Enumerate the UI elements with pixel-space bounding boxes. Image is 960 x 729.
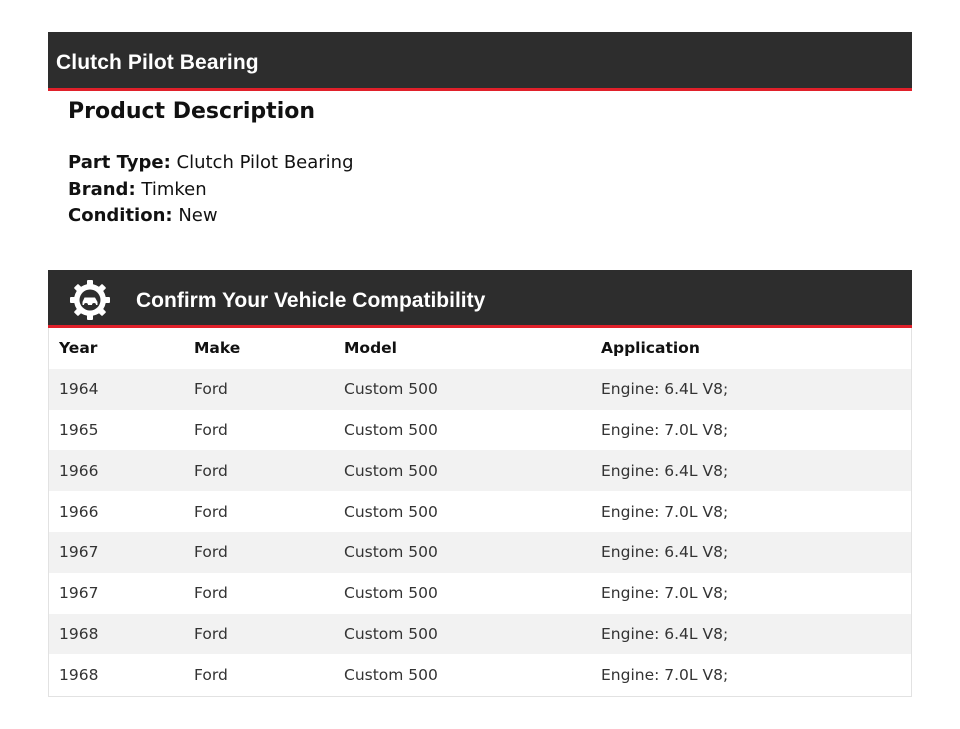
cell-year: 1964	[59, 380, 99, 399]
cell-application: Engine: 7.0L V8;	[601, 502, 729, 521]
cell-application: Engine: 6.4L V8;	[601, 624, 729, 643]
cell-application: Engine: 7.0L V8;	[601, 420, 729, 439]
cell-application: Engine: 6.4L V8;	[601, 461, 729, 480]
compatibility-title: Confirm Your Vehicle Compatibility	[136, 289, 486, 312]
column-model: Model	[344, 339, 397, 358]
spec-label: Condition:	[68, 205, 173, 226]
cell-application: Engine: 6.4L V8;	[601, 380, 729, 399]
table-row	[49, 654, 911, 695]
cell-model: Custom 500	[344, 461, 438, 480]
cell-year: 1966	[59, 461, 99, 480]
column-make: Make	[194, 339, 241, 358]
spec-value: Timken	[141, 178, 207, 200]
spec-value: Clutch Pilot Bearing	[176, 152, 354, 173]
product-title: Clutch Pilot Bearing	[56, 51, 259, 74]
cell-model: Custom 500	[344, 665, 438, 684]
cell-make: Ford	[194, 502, 228, 521]
cell-model: Custom 500	[344, 380, 438, 399]
column-year: Year	[59, 339, 98, 358]
table-row	[49, 532, 911, 573]
cell-year: 1967	[59, 543, 99, 562]
cell-year: 1968	[59, 665, 99, 684]
gear-car-icon	[68, 278, 112, 322]
description-heading: Product Description	[68, 99, 316, 124]
compatibility-table	[48, 328, 912, 697]
cell-make: Ford	[194, 380, 228, 399]
table-header-row	[49, 328, 911, 369]
product-title-bar	[48, 32, 912, 91]
table-row	[49, 410, 911, 451]
spec-label: Part Type:	[68, 152, 171, 173]
cell-year: 1965	[59, 420, 99, 439]
column-application: Application	[601, 339, 700, 358]
table-row	[49, 573, 911, 614]
cell-model: Custom 500	[344, 624, 438, 643]
cell-model: Custom 500	[344, 584, 438, 603]
table-row	[49, 614, 911, 655]
cell-year: 1968	[59, 624, 99, 643]
cell-make: Ford	[194, 624, 228, 643]
spec-part-type	[68, 150, 888, 177]
spec-brand	[68, 177, 888, 204]
cell-year: 1966	[59, 502, 99, 521]
spec-condition	[68, 203, 888, 230]
table-row	[49, 450, 911, 491]
compatibility-header	[48, 270, 912, 328]
cell-application: Engine: 7.0L V8;	[601, 665, 729, 684]
cell-make: Ford	[194, 420, 228, 439]
spec-list	[68, 150, 888, 230]
cell-year: 1967	[59, 584, 99, 603]
cell-make: Ford	[194, 665, 228, 684]
table-row	[49, 369, 911, 410]
spec-label: Brand:	[68, 178, 136, 200]
cell-make: Ford	[194, 461, 228, 480]
cell-make: Ford	[194, 584, 228, 603]
cell-model: Custom 500	[344, 420, 438, 439]
cell-application: Engine: 7.0L V8;	[601, 584, 729, 603]
cell-model: Custom 500	[344, 543, 438, 562]
product-description	[68, 97, 888, 230]
cell-application: Engine: 6.4L V8;	[601, 543, 729, 562]
spec-value: New	[178, 205, 218, 226]
cell-model: Custom 500	[344, 502, 438, 521]
cell-make: Ford	[194, 543, 228, 562]
table-row	[49, 491, 911, 532]
